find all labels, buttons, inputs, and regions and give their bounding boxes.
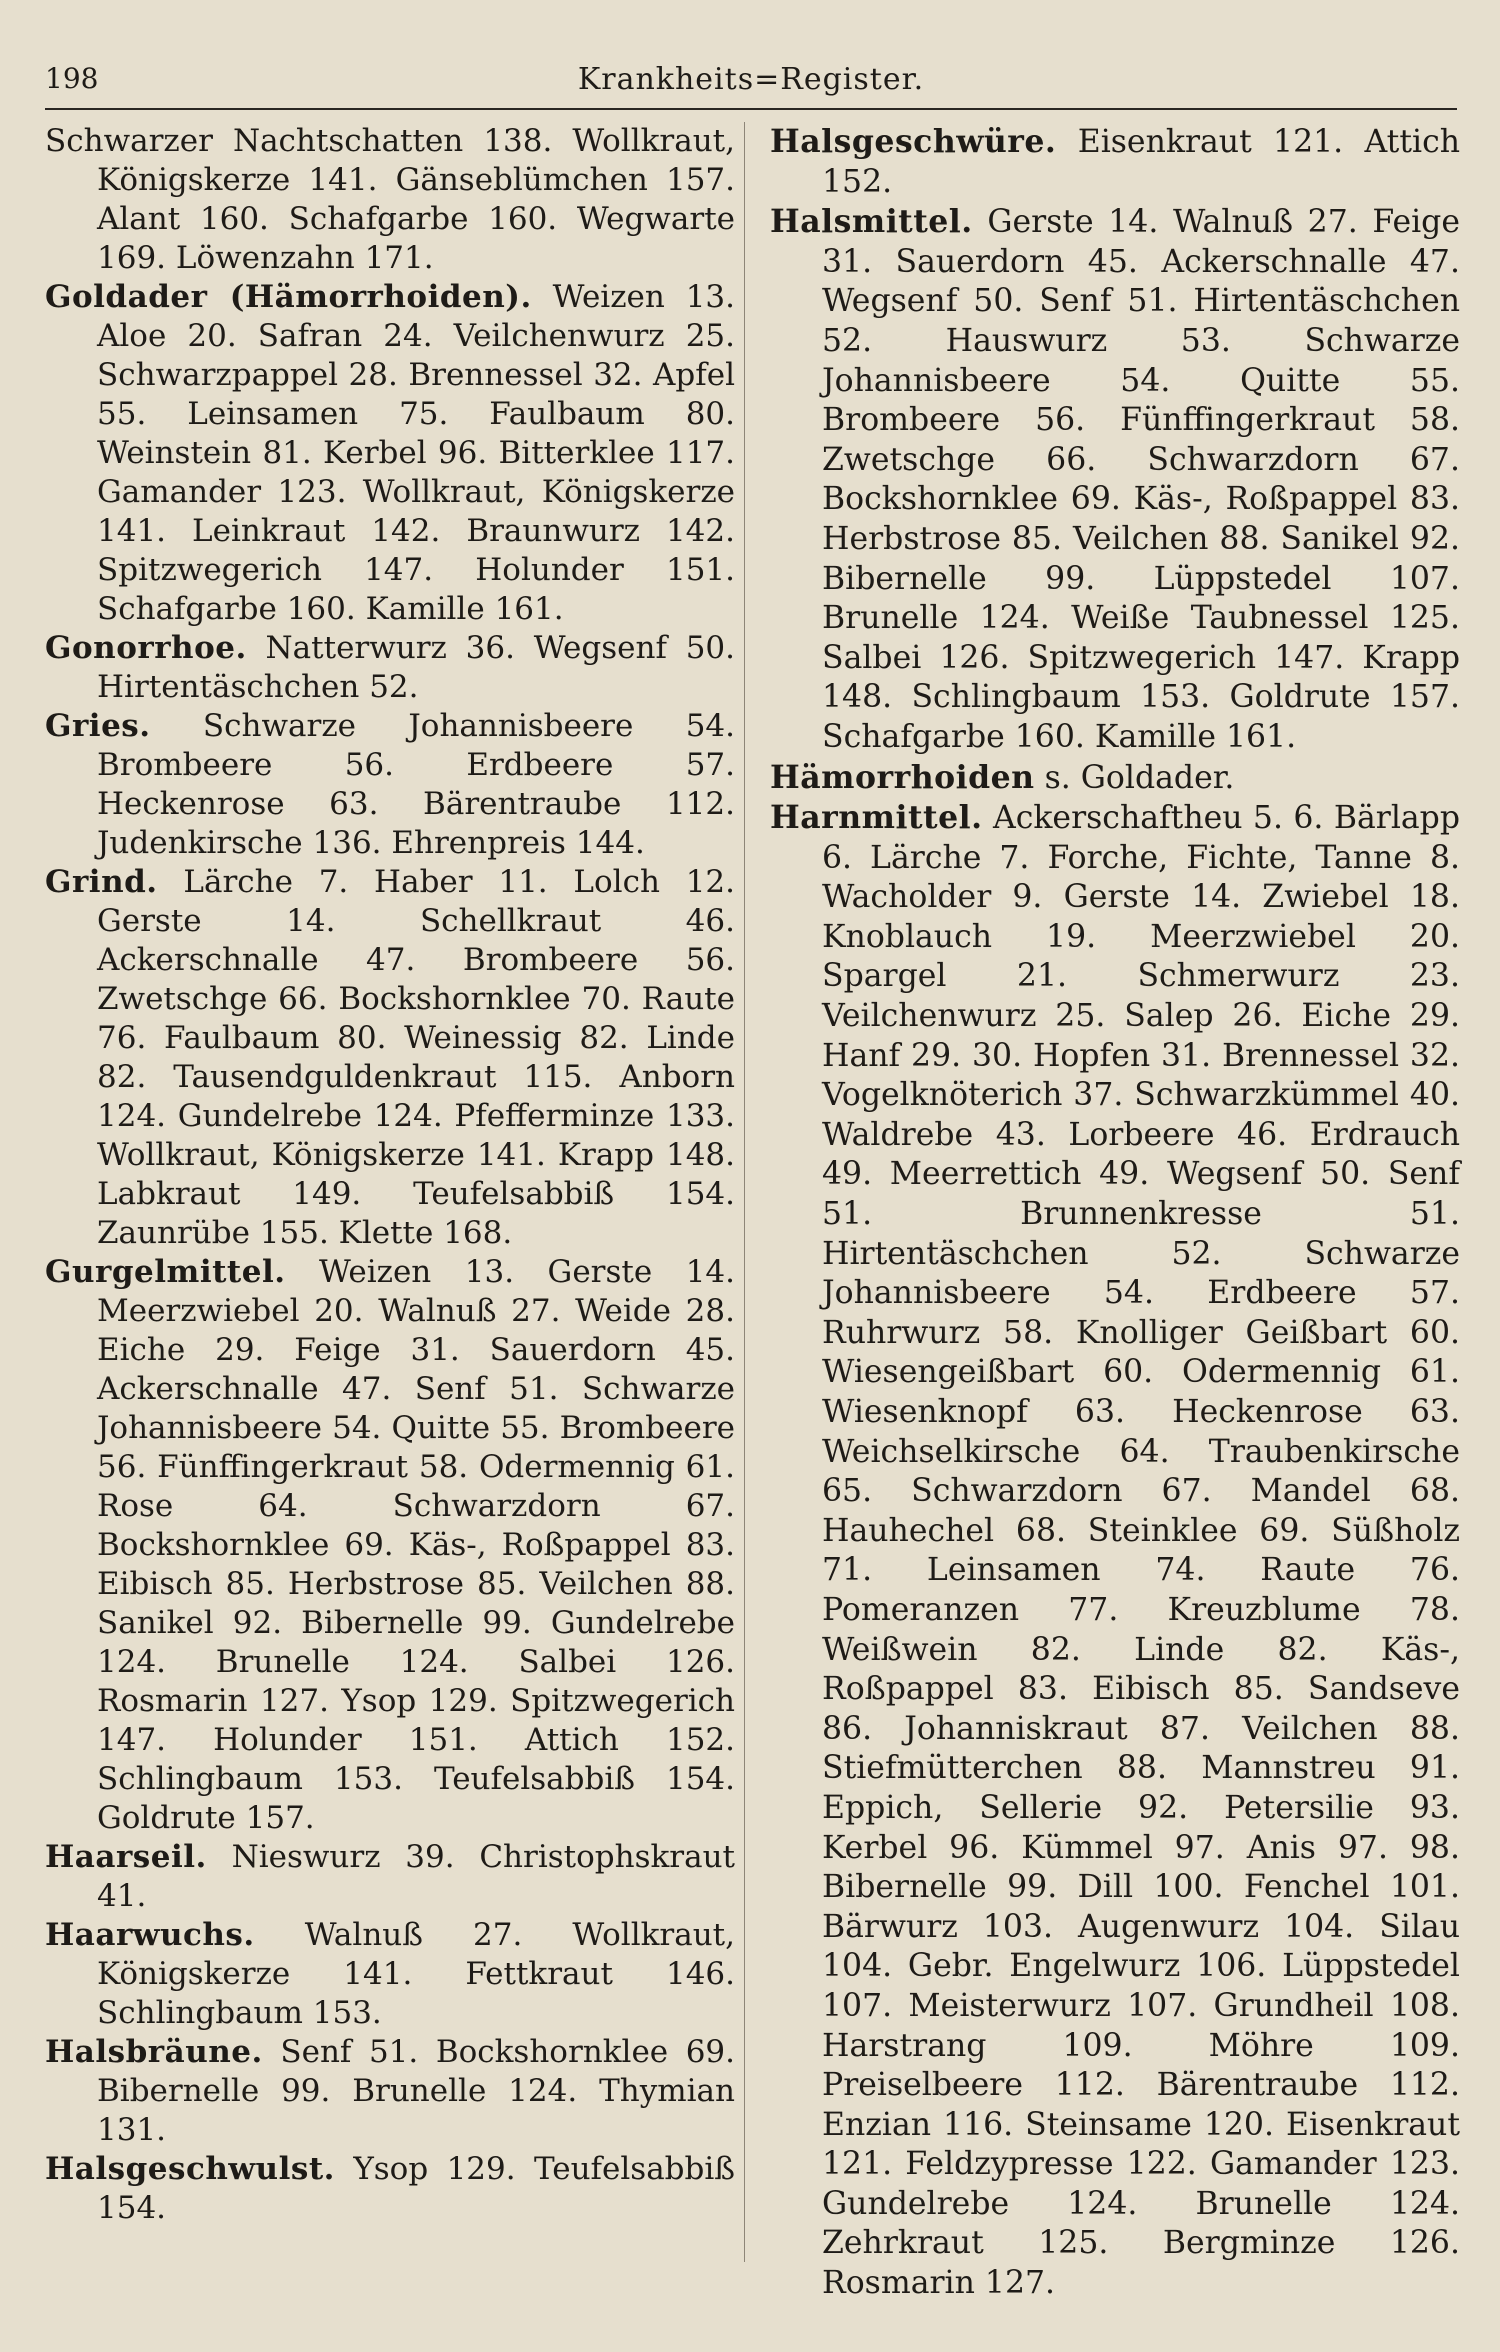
register-entry <box>45 1253 735 1838</box>
register-entry <box>45 122 735 278</box>
entry-term: Gurgelmittel. <box>45 1254 286 1290</box>
entry-term: Haarwuchs. <box>45 1917 255 1953</box>
column-divider <box>744 122 745 2262</box>
register-entry <box>770 798 1460 2304</box>
entry-text: Nieswurz 39. Christophskraut 41. <box>97 1839 735 1914</box>
register-entry <box>770 202 1460 757</box>
register-entry <box>45 707 735 863</box>
register-entry <box>45 629 735 707</box>
entry-text: Schwarze Johannisbeere 54. Brombeere 56. Erdbeere 57. Heckenrose 63. Bärentraube 112. Judenkirsche 136. Ehrenpreis 144. <box>97 708 735 861</box>
entry-term: Halsgeschwüre. <box>770 123 1057 160</box>
register-entry <box>45 1838 735 1916</box>
entry-text: Gerste 14. Walnuß 27. Feige 31. Sauerdorn 45. Ackerschnalle 47. Wegsenf 50. Senf 51. Hirtentäschchen 52. Hauswurz 53. Schwarze Johannisbeere 54. Quitte 55. Brombeere 56. Fünffingerkraut 58. Zwetschge 66. Schwarzdorn 67. Bockshornklee 69. Käs-, Roßpappel 83. Herbstrose 85. Veilchen 88. Sanikel 92. Bibernelle 99. Lüppstedel 107. Brunelle 124. Weiße Taubnessel 125. Salbei 126. Spitzwegerich 147. Krapp 148. Schlingbaum 153. Goldrute 157. Schafgarbe 160. Kamille 161. <box>822 204 1460 755</box>
entry-term: Haarseil. <box>45 1839 207 1875</box>
entry-text: Ackerschaftheu 5. 6. Bärlapp 6. Lärche 7. Forche, Fichte, Tanne 8. Wacholder 9. Gerste 14. Zwiebel 18. Knoblauch 19. Meerzwiebel 20. Spargel 21. Schmerwurz 23. Veilchenwurz 25. Salep 26. Eiche 29. Hanf 29. 30. Hopfen 31. Brennessel 32. Vogelknöterich 37. Schwarzkümmel 40. Waldrebe 43. Lorbeere 46. Erdrauch 49. Meerrettich 49. Wegsenf 50. Senf 51. Brunnenkresse 51. Hirtentäschchen 52. Schwarze Johannisbeere 54. Erdbeere 57. Ruhrwurz 58. Knolliger Geißbart 60. Wiesengeißbart 60. Odermennig 61. Wiesenknopf 63. Heckenrose 63. Weichselkirsche 64. Traubenkirsche 65. Schwarzdorn 67. Mandel 68. Hauhechel 68. Steinklee 69. Süßholz 71. Leinsamen 74. Raute 76. Pomeranzen 77. Kreuzblume 78. Weißwein 82. Linde 82. Käs-, Roßpappel 83. Eibisch 85. Sandseve 86. Johanniskraut 87. Veilchen 88. Stiefmütterchen 88. Mannstreu 91. Eppich, Sellerie 92. Petersilie 93. Kerbel 96. Kümmel 97. Anis 97. 98. Bibernelle 99. Dill 100. Fenchel 101. Bärwurz 103. Augenwurz 104. Silau 104. Gebr. Engelwurz 106. Lüppstedel 107. Meisterwurz 107. Grundheil 108. Harstrang 109. Möhre 109. Preiselbeere 112. Bärentraube 112. Enzian 116. Steinsame 120. Eisenkraut 121. Feldzypresse 122. Gamander 123. Gundelrebe 124. Brunelle 124. Zehrkraut 125. Bergminze 126. Rosmarin 127. <box>822 800 1461 2302</box>
page-number: 198 <box>45 62 99 95</box>
entry-text: Walnuß 27. Wollkraut, Königskerze 141. Fettkraut 146. Schlingbaum 153. <box>97 1917 735 2031</box>
entry-term: Harnmittel. <box>770 799 983 837</box>
register-entry <box>45 2150 735 2228</box>
running-title: Krankheits=Register. <box>577 62 925 97</box>
entry-text: Lärche 7. Haber 11. Lolch 12. Gerste 14. Schellkraut 46. Ackerschnalle 47. Brombeere 56. Zwetschge 66. Bockshornklee 70. Raute 76. Faulbaum 80. Weinessig 82. Linde 82. Tausendguldenkraut 115. Anborn 124. Gundelrebe 124. Pfefferminze 133. Wollkraut, Königskerze 141. Krapp 148. Labkraut 149. Teufelsabbiß 154. Zaunrübe 155. Klette 168. <box>97 864 735 1251</box>
entry-term: Hämorrhoiden <box>770 758 1035 796</box>
entry-text: Natterwurz 36. Wegsenf 50. Hirtentäschchen 52. <box>97 630 736 705</box>
page-header <box>45 62 1457 108</box>
entry-text: Ysop 129. Teufelsabbiß 154. <box>97 2151 735 2226</box>
entry-term: Halsmittel. <box>770 203 973 241</box>
entry-term: Halsbräune. <box>45 2034 263 2070</box>
register-entry <box>45 863 735 1253</box>
entry-text: Eisenkraut 121. Attich 152. <box>822 124 1460 200</box>
entry-term: Gonorrhoe. <box>45 630 247 666</box>
register-entry <box>45 2033 735 2150</box>
right-column <box>770 122 1460 2304</box>
register-entry <box>770 758 1460 799</box>
entry-term: Goldader (Hämorrhoiden). <box>45 279 532 315</box>
entry-text: Senf 51. Bockshornklee 69. Bibernelle 99. Brunelle 124. Thymian 131. <box>97 2034 735 2148</box>
entry-text: s. Goldader. <box>1044 759 1235 796</box>
entry-text: Weizen 13. Gerste 14. Meerzwiebel 20. Walnuß 27. Weide 28. Eiche 29. Feige 31. Sauerdorn 45. Ackerschnalle 47. Senf 51. Schwarze Johannisbeere 54. Quitte 55. Brombeere 56. Fünffingerkraut 58. Odermennig 61. Rose 64. Schwarzdorn 67. Bockshornklee 69. Käs-, Roßpappel 83. Eibisch 85. Herbstrose 85. Veilchen 88. Sanikel 92. Bibernelle 99. Gundelrebe 124. Brunelle 124. Salbei 126. Rosmarin 127. Ysop 129. Spitzwegerich 147. Holunder 151. Attich 152. Schlingbaum 153. Teufelsabbiß 154. Goldrute 157. <box>97 1254 735 1836</box>
entry-term: Gries. <box>45 708 151 744</box>
entry-term: Halsgeschwulst. <box>45 2151 335 2187</box>
entry-text: Schwarzer Nachtschatten 138. Wollkraut, Königskerze 141. Gänseblümchen 157. Alant 160. Schafgarbe 160. Wegwarte 169. Löwenzahn 171. <box>45 123 735 276</box>
header-rule <box>45 108 1457 110</box>
register-entry <box>770 122 1460 202</box>
left-column <box>45 122 735 2228</box>
register-entry <box>45 1916 735 2033</box>
register-entry <box>45 278 735 629</box>
entry-term: Grind. <box>45 864 158 900</box>
entry-text: Weizen 13. Aloe 20. Safran 24. Veilchenwurz 25. Schwarzpappel 28. Brennessel 32. Apfel 55. Leinsamen 75. Faulbaum 80. Weinstein 81. Kerbel 96. Bitterklee 117. Gamander 123. Wollkraut, Königskerze 141. Leinkraut 142. Braunwurz 142. Spitzwegerich 147. Holunder 151. Schafgarbe 160. Kamille 161. <box>97 279 735 627</box>
